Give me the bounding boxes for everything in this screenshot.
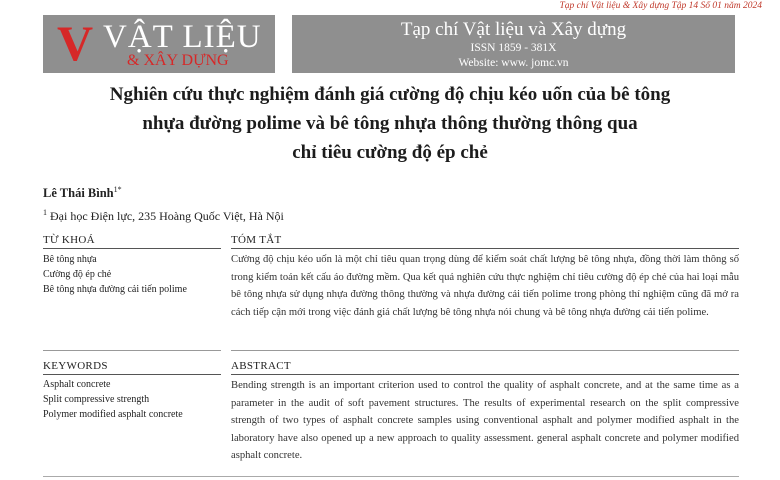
abstract-en-text: Bending strength is an important criterion used to control the quality of asphalt concrete, and at the same time as a parameter in the audit of soft pavement structures. The results of experimental research on the split compressive strength of two types of asphalt concrete samples using conventional asphalt and polymer modified asphalt in the laboratory have also opened up a new approach to quality assessment. general asphalt concrete and polymer modified asphalt concrete.	[231, 380, 739, 462]
journal-banner	[292, 15, 735, 73]
journal-logo	[43, 15, 275, 73]
journal-website[interactable]: Website: www. jomc.vn	[458, 57, 569, 69]
keywords-en-rule	[43, 374, 221, 375]
abstract-vi-text: Cường độ chịu kéo uốn là một chỉ tiêu quan trọng dùng để kiểm soát chất lượng bê tông nhựa, đồng thời làm thông số trong kiểm toán kết cấu áo đường mềm. Qua kết quả nghiên cứu thực nghiệm chỉ tiêu cường độ ép chẻ của hai loại mẫu bê tông nhựa sử dụng nhựa đường thông thường và nhựa đường cải tiến polime trong phòng thí nghiệm cũng đã mở ra cách tiếp cận mới trong việc đánh giá chất lượng bê tông nhựa nói chung và bê tông nhựa đường cải tiến polime.	[231, 254, 739, 318]
keyword-item: Asphalt concrete	[43, 379, 111, 390]
logo-sub-text: & XÂY DỰNG	[127, 52, 229, 69]
keyword-item: Polymer modified asphalt concrete	[43, 409, 183, 420]
abstract-vi-rule	[231, 248, 739, 249]
author-superscript: 1*	[113, 185, 122, 194]
title-line: Nghiên cứu thực nghiệm đánh giá cường độ chịu kéo uốn của bê tông	[109, 84, 671, 105]
author-name	[43, 185, 122, 201]
keywords-en-heading: KEYWORDS	[43, 360, 108, 372]
keyword-item: Bê tông nhựa	[43, 254, 97, 265]
keywords-vi-end-rule	[43, 350, 221, 351]
keywords-vi-list	[43, 252, 187, 297]
logo-main-text: VẬT LIỆU	[103, 19, 262, 55]
journal-title: Tạp chí Vật liệu và Xây dựng	[400, 19, 627, 40]
keywords-en-list	[43, 377, 183, 422]
affiliation-text: Đại học Điện lực, 235 Hoàng Quốc Việt, Hà Nội	[47, 209, 284, 223]
keywords-vi-rule	[43, 248, 221, 249]
keyword-item: Bê tông nhựa đường cải tiến polime	[43, 284, 187, 295]
logo-v-mark: V	[57, 15, 94, 71]
abstract-en-heading: ABSTRACT	[231, 360, 291, 372]
keyword-item: Cường độ ép chẻ	[43, 269, 112, 280]
affiliation-superscript: 1	[43, 208, 47, 217]
title-line: chỉ tiêu cường độ ép chẻ	[292, 142, 488, 163]
bottom-rule	[43, 476, 739, 477]
abstract-vi-heading: TÓM TẮT	[231, 234, 282, 246]
journal-issn: ISSN 1859 - 381X	[470, 42, 557, 54]
keywords-vi-heading: TỪ KHOÁ	[43, 234, 95, 246]
keyword-item: Split compressive strength	[43, 394, 150, 405]
abstract-vi-end-rule	[231, 350, 739, 351]
title-line: nhựa đường polime và bê tông nhựa thông thường thông qua	[142, 113, 638, 134]
author-affiliation	[43, 208, 284, 224]
author-name-text: Lê Thái Bình	[43, 186, 114, 201]
abstract-en-rule	[231, 374, 739, 375]
article-title	[40, 80, 740, 167]
journal-issue-note: Tạp chí Vật liệu & Xây dựng Tập 14 Số 01 năm 2024	[559, 1, 762, 11]
